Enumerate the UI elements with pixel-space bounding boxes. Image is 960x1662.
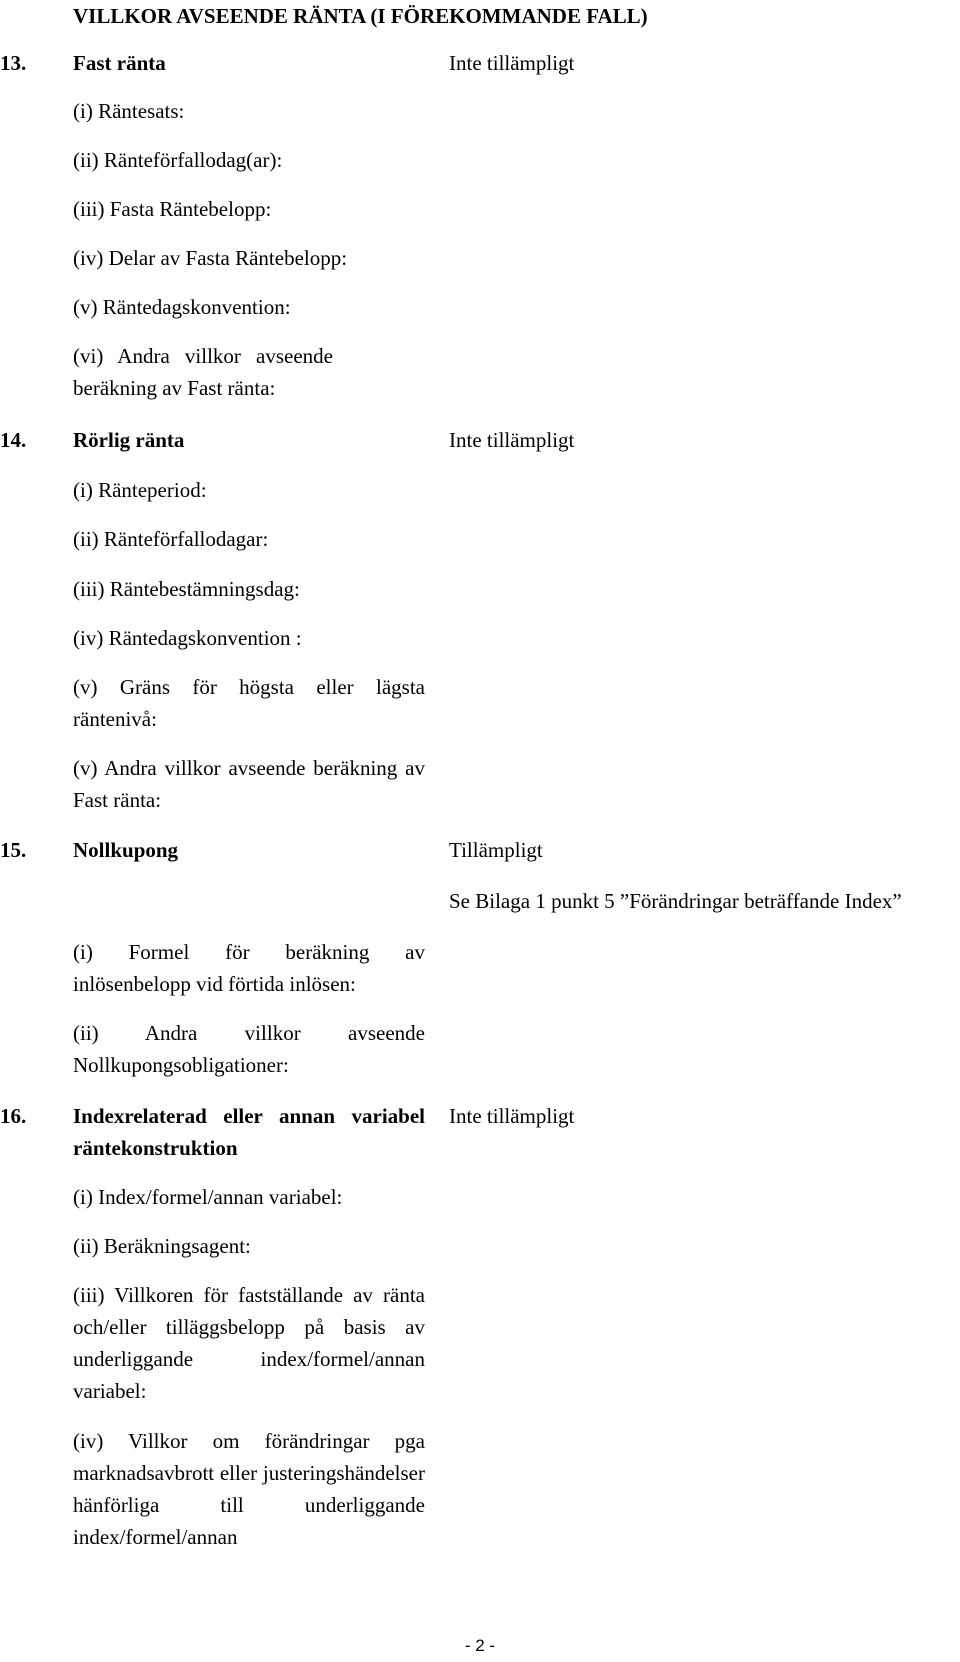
section-number: 16. (0, 1104, 27, 1128)
section-title: Indexrelaterad eller annan variabel räntekonstruktion (73, 1104, 425, 1160)
section-title: Nollkupong (73, 838, 179, 862)
list-item: (v) Räntedagskonvention: (73, 295, 291, 319)
list-item: (iv) Villkor om förändringar pga marknadsavbrott eller justeringshändelser hänförliga till underliggande index/formel/annan (73, 1429, 425, 1549)
section-title: Fast ränta (73, 51, 166, 75)
section-status: Inte tillämpligt (449, 428, 575, 452)
section-title: Rörlig ränta (73, 428, 185, 452)
section-note: Se Bilaga 1 punkt 5 ”Förändringar beträffande Index” (449, 889, 902, 913)
section-number: 13. (0, 51, 27, 75)
list-item: (i) Ränteperiod: (73, 478, 207, 502)
list-item: (ii) Ränteförfallodagar: (73, 527, 269, 551)
list-item: (v) Andra villkor avseende beräkning av Fast ränta: (73, 756, 425, 812)
page-number: - 2 - (464, 1636, 496, 1655)
list-item: (i) Index/formel/annan variabel: (73, 1185, 343, 1209)
list-item: (iii) Villkoren för fastställande av ränta och/eller tilläggsbelopp på basis av underliggande index/formel/annan variabel: (73, 1283, 425, 1403)
list-item: (ii) Andra villkor avseende Nollkupongsobligationer: (73, 1021, 425, 1077)
page-heading: VILLKOR AVSEENDE RÄNTA (I FÖREKOMMANDE FALL) (73, 4, 648, 28)
list-item: (ii) Beräkningsagent: (73, 1234, 251, 1258)
list-item: (v) Gräns för högsta eller lägsta räntenivå: (73, 675, 425, 731)
list-item: (vi) Andra villkor avseende beräkning av Fast ränta: (73, 344, 333, 400)
section-number: 15. (0, 838, 27, 862)
list-item: (i) Formel för beräkning av inlösenbelopp vid förtida inlösen: (73, 940, 425, 996)
list-item: (iii) Fasta Räntebelopp: (73, 197, 272, 221)
section-number: 14. (0, 428, 27, 452)
list-item: (i) Räntesats: (73, 99, 185, 123)
section-status: Inte tillämpligt (449, 51, 575, 75)
list-item: (iv) Räntedagskonvention : (73, 626, 302, 650)
list-item: (iv) Delar av Fasta Räntebelopp: (73, 246, 348, 270)
list-item: (iii) Räntebestämningsdag: (73, 577, 300, 601)
section-status: Tillämpligt (449, 838, 543, 862)
list-item: (ii) Ränteförfallodag(ar): (73, 148, 283, 172)
section-status: Inte tillämpligt (449, 1104, 575, 1128)
